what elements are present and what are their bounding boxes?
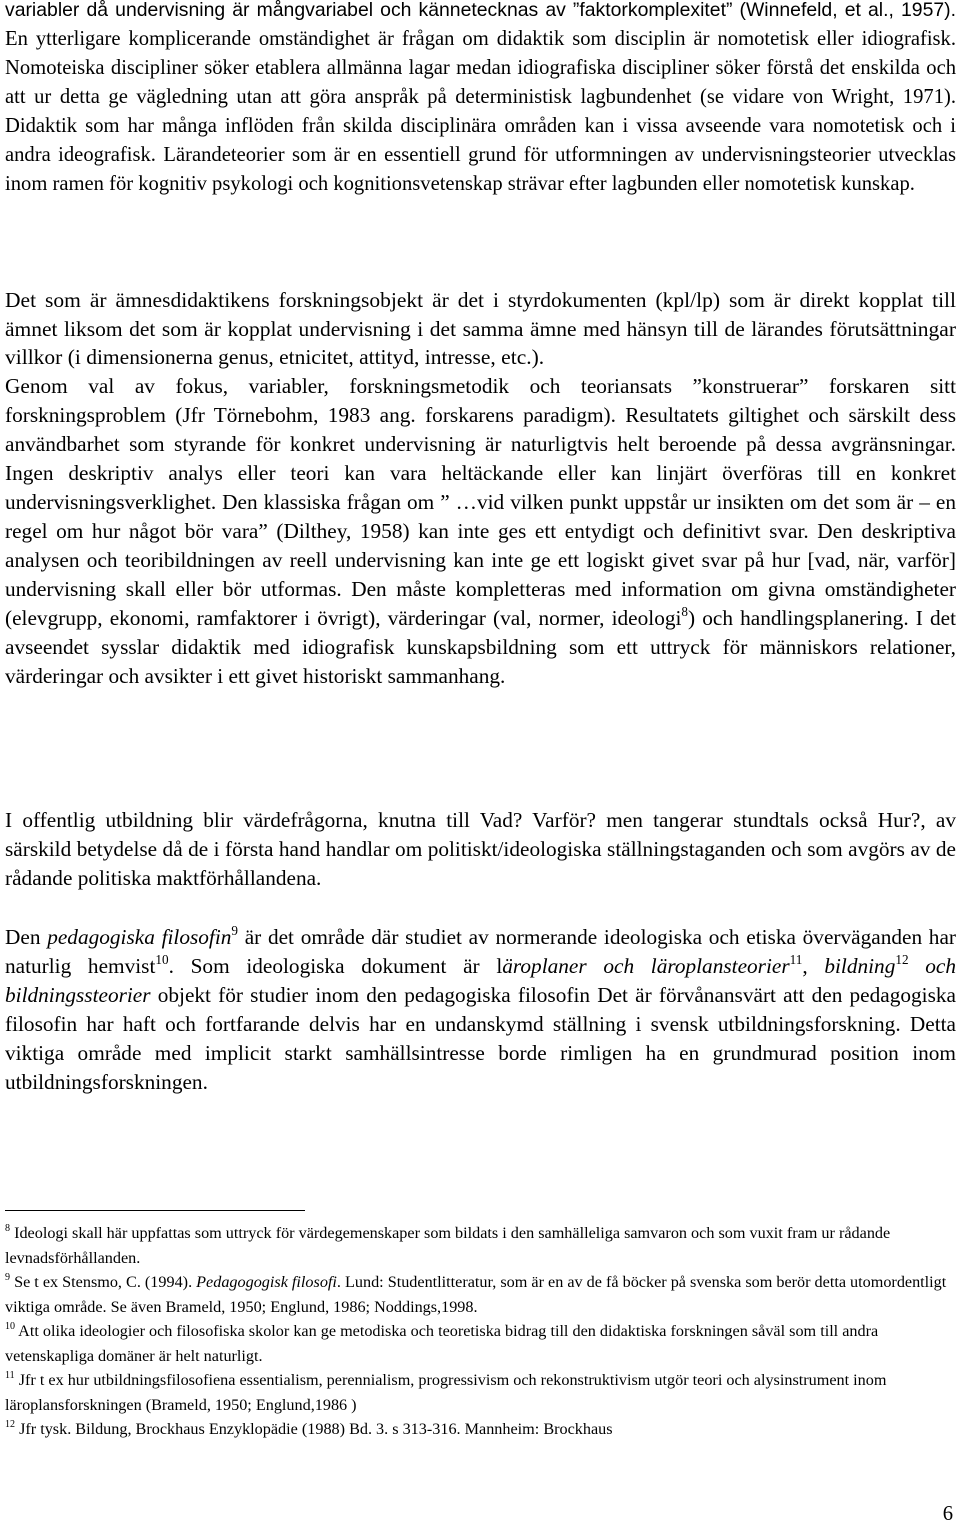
paragraph-text: är det område där studiet av normerande ideologiska och etiska överväganden har naturlig hemvist	[5, 925, 956, 978]
paragraph-text: I offentlig utbildning blir värdefrågorna, knutna till Vad? Varför? men tangerar stundtals också Hur?, av särskild betydelse då de i första hand handlar om politiskt/ideologiska ställningstaganden och som avgörs av de rådande politiska maktförhållandena.	[5, 808, 956, 890]
paragraph-pedagogical-philosophy	[5, 923, 956, 1097]
footnote-number: 8	[5, 1223, 11, 1235]
footnote-9	[5, 1270, 956, 1319]
footnote-ref-9[interactable]: 9	[231, 923, 238, 939]
footnotes	[5, 1221, 956, 1442]
page-number: 6	[942, 1503, 953, 1525]
footnote-number: 10	[5, 1321, 16, 1333]
paragraph-text: variabler då undervisning är mångvariabel och kännetecknas av ”faktorkomplexitet” (Winnefeld, et al., 1957).	[5, 0, 956, 21]
paragraph-text: ) och handlingsplanering. I det avseendet sysslar didaktik med idiografisk kunskapsbildning som ett uttryck för människors relationer, värderingar och avsikter i ett givet historiskt sammanhang.	[5, 606, 956, 688]
paragraph-research-focus	[5, 372, 956, 691]
footnote-number: 9	[5, 1272, 11, 1284]
footnote-11	[5, 1368, 956, 1417]
paragraph-research-object	[5, 286, 956, 372]
footnote-text: Ideologi skall här uppfattas som uttryck för värdegemenskaper som bildats i den samhälleliga samvaron och som vuxit fram ur rådande levnadsförhållanden.	[5, 1224, 891, 1267]
footnote-text: Att olika ideologier och filosofiska skolor kan ge metodiska och teoretiska bidrag till den didaktiska forskningen såväl som till andra vetenskapliga domäner är helt naturligt.	[5, 1322, 879, 1365]
footnote-10	[5, 1319, 956, 1368]
footnote-ref-10[interactable]: 10	[155, 952, 169, 968]
paragraph-text: Den	[5, 925, 48, 949]
italic-term: och bildningssteorier	[5, 954, 956, 1007]
paragraph-text: En ytterligare komplicerande omständighet är frågan om didaktik som disciplin är nomotetisk eller idiografisk. Nomoteiska discipliner söker etablera allmänna lagar medan idiografiska discipliner söker förstå det enskilda och att ur detta ge vägledning utan att göra anspråk på deterministisk lagbundenhet (se vidare von Wright, 1971). Didaktik som har många inflöden från skilda disciplinära områden kan i vissa avseende vara nomotetisk och i andra ideografisk. Lärandeteorier som är en essentiell grund för utformningen av undervisningsteorier utvecklas inom ramen för kognitiv psykologi och kognitionsvetenskap strävar efter lagbunden eller nomotetisk kunskap.	[5, 28, 956, 195]
footnote-text: . Lund: Studentlitteratur, som är en av de få böcker på svenska som berör detta utomordentligt viktiga område. Se även Brameld, 1950; Englund, 1986; Noddings,1998.	[5, 1273, 947, 1316]
footnote-italic-title: Pedagogogisk filosofi	[196, 1273, 337, 1291]
footnote-text: Jfr tysk. Bildung, Brockhaus Enzyklopädie (1988) Bd. 3. s 313-316. Mannheim: Brockhaus	[15, 1420, 613, 1438]
paragraph-text: Genom val av fokus, variabler, forskningsmetodik och teoriansats ”konstruerar” forskaren sitt forskningsproblem (Jfr Törnebohm, 1983 ang. forskarens paradigm). Resultatets giltighet och särskilt dess användbarhet som styrande för konkret undervisning är naturligtvis helt beroende på dessa avgränsningar. Ingen deskriptiv analys eller teori kan vara heltäckande eller kan linjärt överföras till en konkret undervisningsverklighet. Den klassiska frågan om ” …vid vilken punkt uppstår ur insikten om det som är – en regel om hur något bör vara” (Dilthey, 1958) kan inte ges ett entydigt och definitivt svar. Den deskriptiva analysen och teoribildningen av reell undervisning kan inte ge ett logiskt givet svar på hur [vad, när, varför] undervisning skall eller bör utformas. Den måste kompletteras med information om givna omständigheter (elevgrupp, ekonomi, ramfaktorer i övrigt), värderingar (val, normer, ideologi	[5, 374, 956, 630]
paragraph-value-questions	[5, 806, 956, 893]
paragraph-didactics-nomothetic	[5, 0, 956, 199]
italic-term: bildning	[824, 954, 896, 978]
paragraph-text: . Som ideologiska dokument är l	[168, 954, 503, 978]
footnote-ref-8[interactable]: 8	[681, 604, 689, 620]
footnote-8	[5, 1221, 956, 1270]
footnote-number: 12	[5, 1419, 16, 1431]
paragraph-text: objekt för studier inom den pedagogiska filosofin Det är förvånansvärt att den pedagogiska filosofin har haft och fortfarande delvis har en undanskymd ställning i svensk utbildningsforskning. Detta viktiga område med implicit starkt samhällsintresse borde rimligen ha en grundmurad position inom utbildningsforskningen.	[5, 983, 956, 1094]
paragraph-text: ,	[802, 954, 825, 978]
footnote-ref-12[interactable]: 12	[895, 952, 909, 968]
footnote-ref-11[interactable]: 11	[789, 952, 803, 968]
footnote-text: Jfr t ex hur utbildningsfilosofiena essentialism, perennialism, progressivism och rekonstruktivism utgör teori och alysinstrument inom läroplansforskningen (Brameld, 1950; Englund,1986 )	[5, 1371, 887, 1414]
italic-term: äroplaner och läroplansteorier	[502, 954, 790, 978]
paragraph-text: Det som är ämnesdidaktikens forskningsobjekt är det i styrdokumenten (kpl/lp) som är direkt kopplat till ämnet liksom det som är kopplat undervisning i det samma ämne med hänsyn till de lärandes förutsättningar villkor (i dimensionerna genus, etnicitet, attityd, intresse, etc.).	[5, 288, 956, 370]
footnote-text: Se t ex Stensmo, C. (1994).	[10, 1273, 197, 1291]
footnote-separator	[5, 1210, 305, 1211]
footnote-number: 11	[5, 1370, 15, 1382]
italic-term: pedagogiska filosofin	[47, 925, 232, 949]
footnote-12	[5, 1417, 956, 1442]
